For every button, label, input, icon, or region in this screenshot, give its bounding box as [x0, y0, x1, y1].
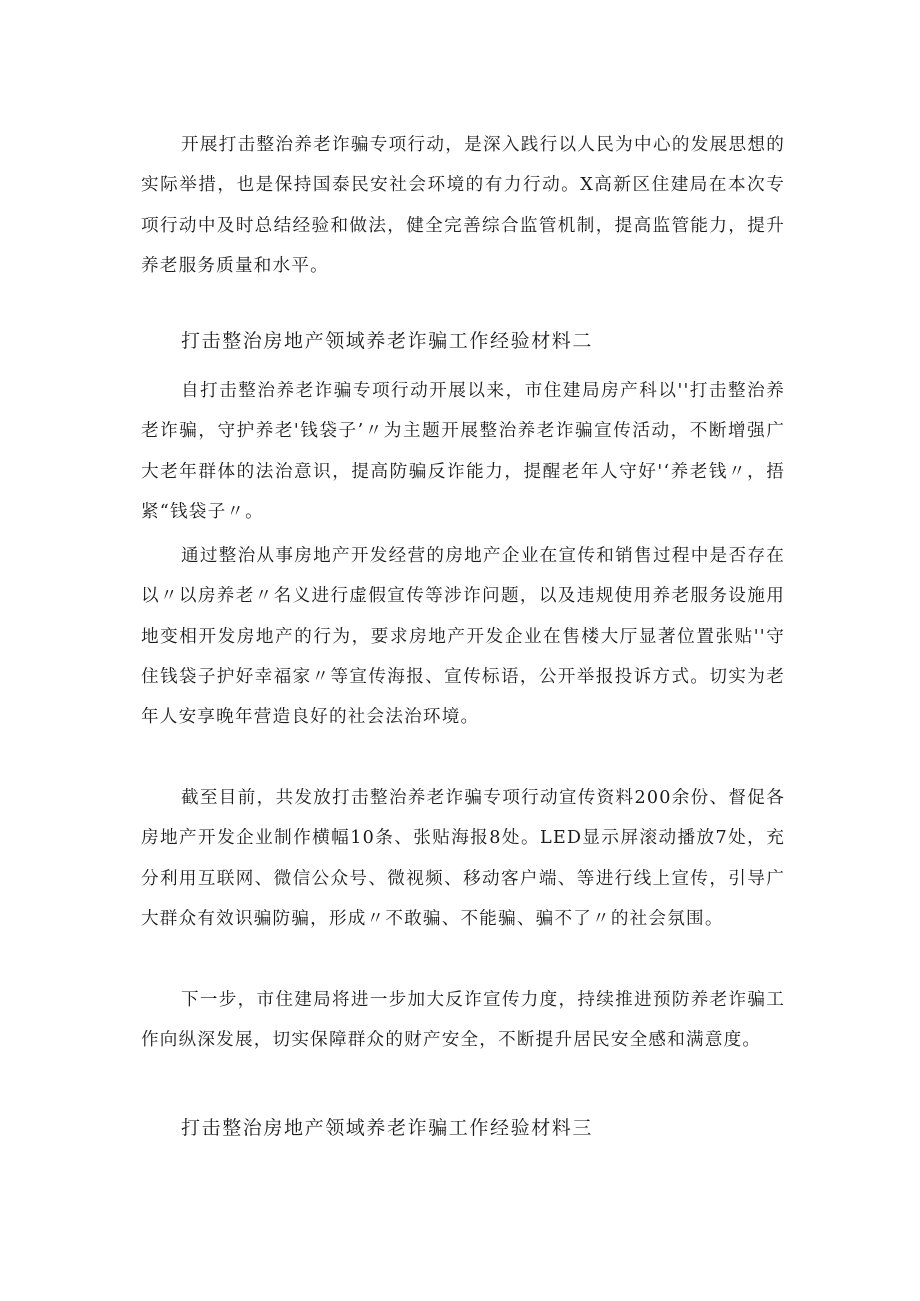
paragraph-campaign: 自打击整治养老诈骗专项行动开展以来，市住建局房产科以''打击整治养老诈骗，守护养老'钱袋子’〃为主题开展整治养老诈骗宣传活动，不断增强广大老年群体的法治意识，提高防骗反诈能力，提醒老年人守好'‘养老钱〃，捂紧“钱袋子〃。	[141, 381, 785, 522]
paragraph-rectification: 通过整治从事房地产开发经营的房地产企业在宣传和销售过程中是否存在以〃以房养老〃名义进行虚假宣传等涉诈问题，以及违规使用养老服务设施用地变相开发房地产的行为，要求房地产开发企业在售楼大厅显著位置张贴''守住钱袋子护好幸福家〃等宣传海报、宣传标语，公开举报投诉方式。切实为老年人安享晚年营造良好的社会法治环境。	[141, 546, 785, 728]
section-heading-three: 打击整治房地产领域养老诈骗工作经验材料三	[181, 1117, 594, 1139]
paragraph-next-step: 下一步，市住建局将进一步加大反诈宣传力度，持续推进预防养老诈骗工作向纵深发展，切实保障群众的财产安全，不断提升居民安全感和满意度。	[141, 990, 785, 1051]
paragraph-intro: 开展打击整治养老诈骗专项行动，是深入践行以人民为中心的发展思想的实际举措，也是保持国泰民安社会环境的有力行动。X高新区住建局在本次专项行动中及时总结经验和做法，健全完善综合监管机制，提高监管能力，提升养老服务质量和水平。	[141, 135, 785, 276]
section-heading-two: 打击整治房地产领域养老诈骗工作经验材料二	[181, 330, 594, 352]
paragraph-progress: 截至目前，共发放打击整治养老诈骗专项行动宣传资料200余份、督促各房地产开发企业制作横幅10条、张贴海报8处。LED显示屏滚动播放7处，充分利用互联网、微信公众号、微视频、移动客户端、等进行线上宣传，引导广大群众有效识骗防骗，形成〃不敢骗、不能骗、骗不了〃的社会氛围。	[141, 788, 785, 929]
